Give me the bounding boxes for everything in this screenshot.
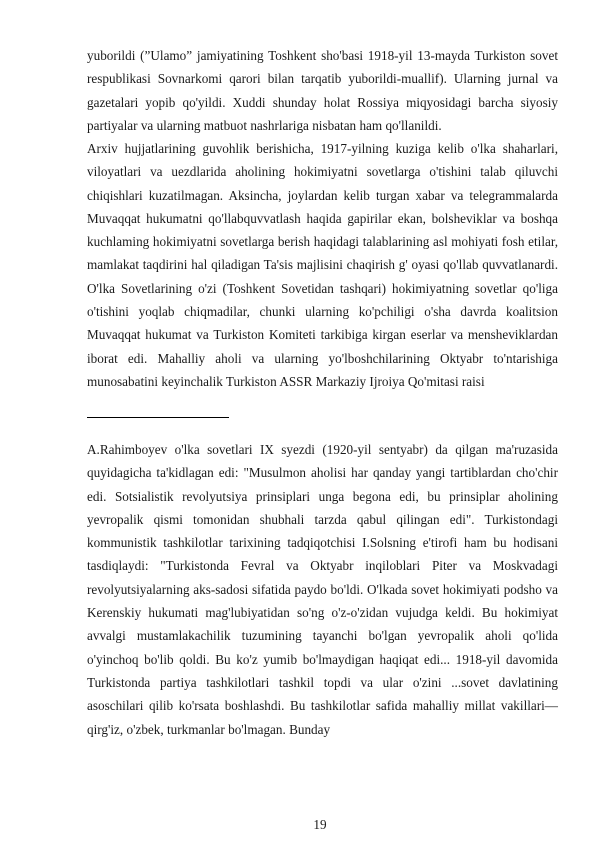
- body-paragraph: Arxiv hujjatlarining guvohlik berishicha, 1917-yilning kuziga kelib o'lka shaharlari, viloyatlari va uezdlarida aholining hokimiyatni sovetlarga o'tishini talab qiluvchi chiqishlari kuzatilmagan. Aksincha, joylardan kelib turgan xabar va telegrammalarda Muvaqqat hukumatni qo'llabquvvatlash haqida gapirilar ekan, bolsheviklar va boshqa kuchlaming hokimiyatni sovetlarga berish haqidagi talablarining asl mohiyati fosh etilar, mamlakat taqdirini hal qiladigan Ta'sis majlisini chaqirish g' oyasi qo'llab quvvatlanardi. O'lka Sovetlarining o'zi (Toshkent Sovetidan tashqari) hokimiyatning sovetlar qo'liga o'tishini yoqlab chiqmadilar, chunki ularning ko'pchiligi o'sha davrda koalitsion Muvaqqat hukumat va Turkiston Komiteti tarkibiga kirgan eserlar va mensheviklardan iborat edi. Mahalliy aholi va ularning yo'lboshchilarining Oktyabr to'ntarishiga munosabatini keyinchalik Turkiston ASSR Markaziy Ijroiya Qo'mitasi raisi: [87, 141, 558, 389]
- footnote-paragraph: A.Rahimboyev o'lka sovetlari IX syezdi (1920-yil sentyabr) da qilgan ma'ruzasida quyidagicha ta'kidlagan edi: "Musulmon aholisi har qanday yangi tartiblardan cho'chir edi. Sotsialistik revolyutsiya prinsiplari unga begona edi, bu prinsiplar aholining yevropalik qismi tomonidan shubhali tarzda qabul qilingan edi". Turkistondagi kommunistik tashkilotlar tarixining tadqiqotchisi I.Solsning e'tirofi ham bu hodisani tasdiqlaydi: "Turkistonda Fevral va Oktyabr inqiloblari Piter va Moskvadagi revolyutsiyalarning aks-sadosi sifatida paydo bo'ldi. O'lkada sovet hokimiyati podsho va Kerenskiy hukumati mag'lubiyatidan so'ng o'z-o'zidan vujudga keldi. Bu hokimiyat avvalgi mustamlakachilik tuzumining tayanchi bo'lgan yevropalik aholi qo'lida o'yinchoq bo'lib qoldi. Bu ko'z yumib bo'lmaydigan haqiqat edi... 1918-yil davomida Turkistonda partiya tashkilotlari tashkil topdi va ular o'zini ...sovet davlatining asoschilari qilib ko'rsata boshlashdi. Bu tashkilotlar safida mahalliy millat vakillari—qirg'iz, o'zbek, turkmanlar bo'lmagan. Bunday: [87, 442, 558, 737]
- body-paragraph: yuborildi (”Ulamo” jamiyatining Toshkent sho'basi 1918-yil 13-mayda Turkiston sovet respublikasi Sovnarkomi qarori bilan tarqatib yuborildi-muallif). Ularning jurnal va gazetalari yopib qo'yildi. Xuddi shunday holat Rossiya miqyosidagi barcha siyosiy partiyalar va ularning matbuot nashrlariga nisbatan ham qo'llanildi.: [87, 48, 558, 133]
- footnote-separator: [87, 417, 229, 418]
- page-number: 19: [313, 817, 327, 832]
